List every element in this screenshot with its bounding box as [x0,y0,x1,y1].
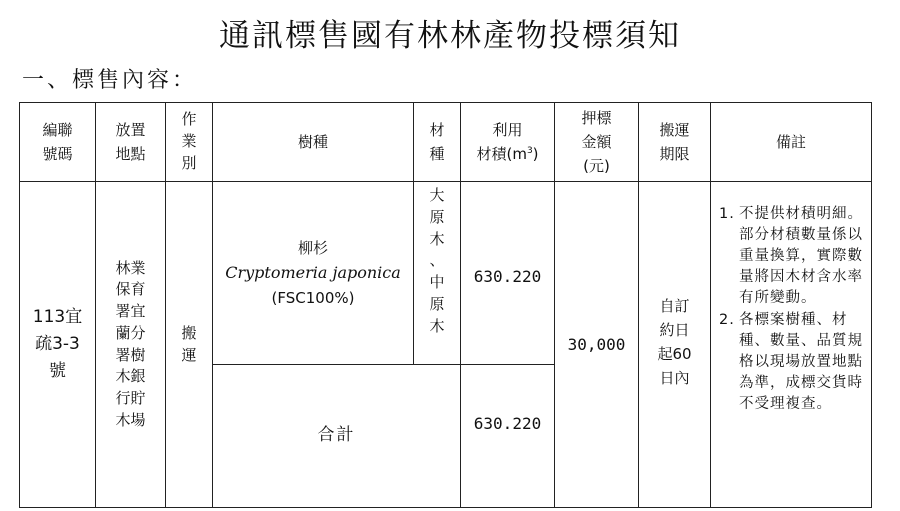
total-label: 合計 [213,365,461,508]
total-volume: 630.220 [461,365,555,508]
page-title: 通訊標售國有林林產物投標須知 [219,18,681,54]
cell-operation: 搬 運 [166,182,213,508]
header-species: 樹種 [213,103,414,182]
cell-deposit: 30,000 [555,182,639,508]
header-deposit: 押標 金額 (元) [555,103,639,182]
remark-item: 1. 不提供材積明細。部分材積數量係以重量換算，實際數量將因木材含水率有所變動。 [719,206,863,307]
cell-remarks [711,182,872,508]
header-id: 編聯 號碼 [20,103,96,182]
cell-period: 自訂 約日 起60 日內 [639,182,711,508]
table-row [20,182,872,365]
header-volume: 利用 材積$(m^3)$ [461,103,555,182]
cell-material: 大 原 木 、 中 原 木 [414,182,461,365]
header-period: 搬運 期限 [639,103,711,182]
header-location: 放置 地點 [96,103,166,182]
header-operation: 作 業 別 [166,103,213,182]
species-cert: (FSC100%) [271,288,355,307]
header-material: 材 種 [414,103,461,182]
auction-table [19,102,872,508]
species-latin: Cryptomeria japonica [225,263,401,283]
species-name: 柳杉 [297,239,328,258]
cell-location: 林業 保育 署宜 蘭分 署樹 木銀 行貯 木場 [96,182,166,508]
cell-volume: 630.220 [461,182,555,365]
section-heading: 一、標售內容： [22,68,198,93]
remark-item: 2. 各標案樹種、材種、數量、品質規格以現場放置地點為準，成標交貨時不受理複查。 [719,312,863,413]
header-remarks: 備註 [711,103,872,182]
cell-id: 113宜 疏3-3 號 [20,182,96,508]
cell-species [213,182,414,365]
header-row [20,103,872,182]
